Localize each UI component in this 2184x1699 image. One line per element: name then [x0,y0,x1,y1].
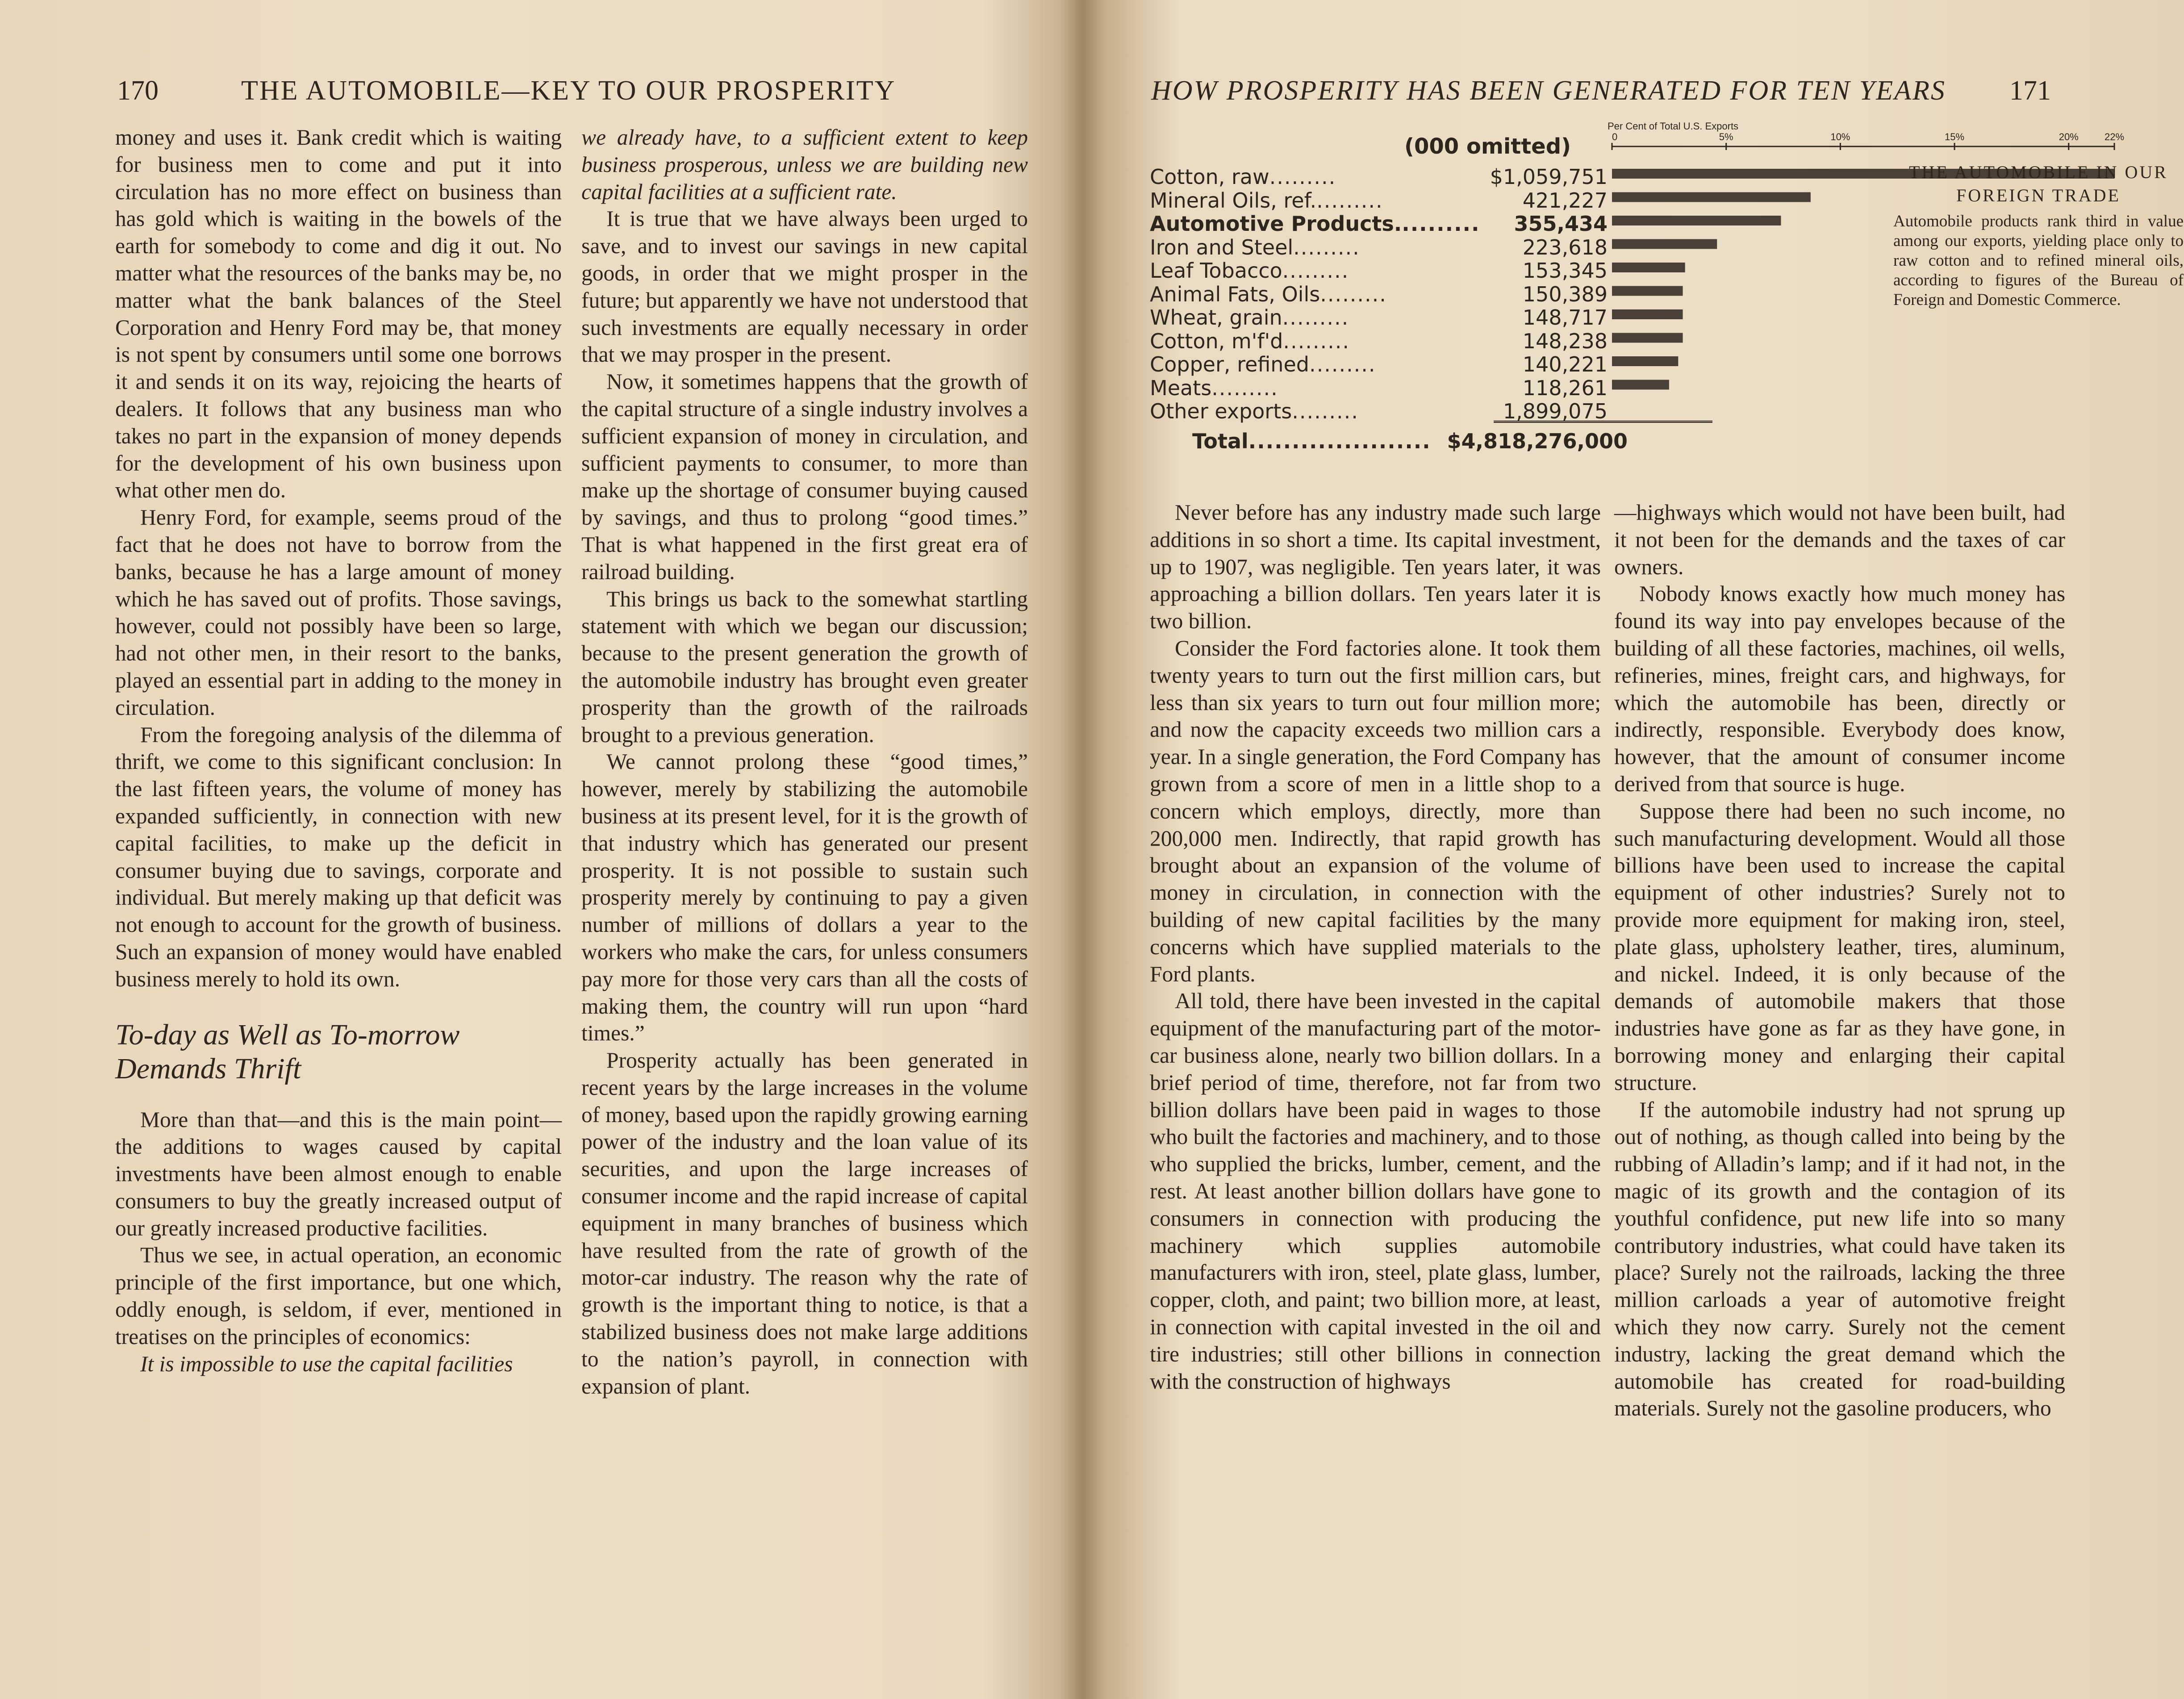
category-label: Meats [1150,376,1212,400]
x-tick-label: 22% [2104,131,2125,142]
x-tick-label: 20% [2059,131,2079,142]
paragraph: Consider the Ford factories alone. It took them twenty years to turn out the first million cars, but less than six years to turn out four million more; and now the capacity exceeds two million cars a year. In a single generation, the Ford Company has grown from a score of men in a little shop to a concern which employs, directly, more than 200,000 men. Indirectly, that rapid growth has brought about an expansion of the volume of money in circulation, in connection with the building of new capital facilities by the many concerns which have supplied materials to the Ford plants. [1150,635,1601,986]
caption-text: Automobile products rank third in value among our exports, yielding place only to raw cotton and to refined mineral oils, according to figures of the Bureau of Foreign and Domestic Commerce. [1893,212,2184,309]
value-label: 223,618 [1522,235,1608,259]
paragraph: Thus we see, in actual operation, an economic principle of the first importance, but one which, oddly enough, is seldom, if ever, mentioned in treatises on the principles of economics: [115,1243,562,1349]
paragraph: Henry Ford, for example, seems proud of the fact that he does not have to borrow from the banks, because he has a large amount of money which he has saved out of profits. Those savings, however, could not possibly have been so large, had not other men, in their resort to the banks, played an essential part in adding to the money in circulation. [115,505,562,720]
axis-title: Per Cent of Total U.S. Exports [1608,121,1739,132]
right-page-column-2 [1614,499,2065,1422]
category-label: Cotton, raw [1150,165,1269,189]
caption-title: THE AUTOMOBILE IN OUR FOREIGN TRADE [1909,162,2168,205]
chart-row: Cotton, m'f'd......... 148,238 [1150,329,1608,353]
x-tick-label: 15% [1945,131,1965,142]
chart-caption [1893,161,2184,310]
paragraph: We cannot prolong these “good times,” however, merely by stabilizing the automobile business at its present level, for it is the growth of that industry which has generated our present prosperity. It is not possible to sustain such prosperity merely by continuing to pay a given number of millions of dollars a year to the workers who make the cars, for unless consumers pay more for those very cars than all the costs of making them, the country will run upon “hard times.” [581,749,1028,1046]
category-label: Animal Fats, Oils [1150,282,1320,306]
value-label: 355,434 [1514,212,1608,236]
page-number-left: 170 [117,75,159,106]
total-value: $4,818,276,000 [1447,429,1628,453]
paragraph: It is true that we have always been urged to save, and to invest our savings in new capital goods, in order that we might prosper in the future; but apparently we have not understood that such investments are equally necessary in order that we may prosper in the present. [581,206,1028,367]
total-rule [1494,421,1712,423]
left-page [0,0,1085,1699]
category-label: Automotive Products. [1150,212,1402,236]
chart-row: Leaf Tobacco......... 153,345 [1150,259,1608,283]
paragraph: It is impossible to use the capital facilities [140,1351,513,1376]
paragraph: Now, it sometimes happens that the growth of the capital structure of a single industry involves a sufficient expansion of money in circulation, and sufficient payments to consumer, to more than make up the shortage of consumer buying caused by savings, and thus to prolong “good times.” That is what happened in the first great era of railroad building. [581,369,1028,584]
paragraph: All told, there have been invested in the capital equipment of the manufacturing part of the motor-car business alone, nearly two billion dollars. In a brief period of time, therefore, not far from two billion dollars have been paid in wages to those who built the factories and machinery, and to those who supplied the bricks, lumber, cement, and the rest. At least another billion dollars have gone to consumers in connection with producing the machinery which supplies automobile manufacturers with iron, steel, plate glass, lumber, copper, cloth, and paint; two billion more, at least, in connection with capital invested in the oil and tire industries; still other billions in connection with the construction of highways [1150,989,1601,1394]
paragraph: Suppose there had been no such income, no such manufacturing development. Would all those billions have been used to increase the capital equipment of other industries? Surely not to provide more equipment for making iron, steel, plate glass, upholstery leather, tires, aluminum, and nickel. Indeed, it is only because of the demands of automobile makers that those industries have gone as far as they have gone, in borrowing money and enlarging their capital structure. [1614,798,2065,1095]
running-head-right: HOW PROSPERITY HAS BEEN GENERATED FOR TEN YEARS [1151,75,1946,106]
right-page-column-1 [1150,499,1601,1395]
value-label: 421,227 [1522,188,1608,213]
category-label: Iron and Steel [1150,235,1294,259]
section-subhead: To-day as Well as To-morrow Demands Thrift [115,1018,460,1085]
chart-row: Meats......... 118,261 [1150,376,1608,400]
value-label: 148,717 [1522,305,1608,330]
value-label: 148,238 [1522,329,1608,353]
value-header: (000 omitted) [1404,134,1571,159]
category-label: Mineral Oils, ref. [1150,188,1317,213]
category-label: Cotton, m'f'd [1150,329,1283,353]
paragraph: More than that—and this is the main point—the additions to wages caused by capital investments have been almost enough to enable consumers to buy the greatly increased output of our greatly increased productive facilities. [115,1107,562,1240]
left-page-column-1 [115,124,562,1378]
total-label: Total [1192,429,1249,453]
paragraph: Nobody knows exactly how much money has found its way into pay envelopes because of the building of all these factories, machines, oil wells, refineries, mines, freight cars, and highways, for which the automobile has been, directly or indirectly, responsible. Everybody does know, however, that the amount of consumer income derived from that source is huge. [1614,581,2065,796]
x-tick-label: 5% [1719,131,1733,142]
value-label: 153,345 [1522,259,1608,283]
value-label: 1,899,075 [1503,399,1608,423]
paragraph: Never before has any industry made such large additions in so short a time. Its capital investment, up to 1907, was negligible. Ten years later, it was approaching a billion dollars. Ten years later it is two billion. [1150,500,1601,634]
running-head-left: THE AUTOMOBILE—KEY TO OUR PROSPERITY [241,75,896,106]
paragraph: money and uses it. Bank credit which is waiting for business men to come and put it into circulation has no more effect on business than has gold which is waiting in the bowels of the earth for somebody to come and dig it out. No matter what the resources of the banks may be, no matter what the bank balances of the Steel Corporation and Henry Ford may be, that money is not spent by consumers until some one borrows it and sends it on its way, rejoicing the hearts of dealers. It follows that any business man who takes no part in the expansion of money depends for the development of his own business upon what other men do. [115,125,562,503]
chart-row: Wheat, grain......... 148,717 [1150,305,1608,330]
value-label: 150,389 [1522,282,1608,306]
paragraph: Prosperity actually has been generated in recent years by the large increases in the volume of money, based upon the rapidly growing earning power of the industry and the loan value of its securities, and upon the large increases of consumer income and the rapid increase of capital equipment in many branches of business which have resulted from the rate of growth of the motor-car industry. The reason why the rate of growth is the important thing to notice, is that a stabilized business does not make large additions to the nation’s payroll, in connection with expansion of plant. [581,1048,1028,1398]
paragraph: From the foregoing analysis of the dilemma of thrift, we come to this significant conclusion: In the last fifteen years, the volume of money has expanded sufficiently, in connection with new capital facilities, to make up the deficit in consumer buying due to savings, corporate and individual. But merely making up that deficit was not enough to account for the growth of business. Such an expansion of money would have enabled business merely to hold its own. [115,722,562,991]
chart-row: Cotton, raw......... $1,059,751 [1150,165,1608,189]
paragraph: —highways which would not have been built, had it not been for the demands and the taxes of car owners. [1614,500,2065,579]
chart-row: Copper, refined......... 140,221 [1150,352,1608,376]
total-row: Total..................... $4,818,276,000 [1192,429,1628,453]
left-page-column-2 [581,124,1028,1400]
value-label: 140,221 [1522,352,1608,376]
paragraph: If the automobile industry had not sprung up out of nothing, as though called into being by the rubbing of Alladin’s lamp; and if it had not, in the magic of its growth and the contagion of its youthful confidence, put new life into so many contributory industries, what could have taken its place? Surely not the railroads, lacking the three million carloads a year of automotive freight which they now carry. Surely not the cement industry, lacking the great demand which the automobile has created for road-building materials. Surely not the gasoline producers, who [1614,1097,2065,1421]
chart-row: Automotive Products.......... 355,434 [1150,212,1608,236]
chart-row: Mineral Oils, ref.......... 421,227 [1150,188,1608,213]
paragraph: This brings us back to the somewhat startling statement with which we began our discussion; because to the present generation the growth of the automobile industry has brought even greater prosperity than the growth of the railroads brought to a previous generation. [581,586,1028,747]
category-label: Other exports [1150,399,1292,423]
chart-row: Iron and Steel......... 223,618 [1150,235,1608,259]
value-label: $1,059,751 [1490,165,1608,189]
category-label: Copper, refined [1150,352,1309,376]
category-label: Wheat, grain [1150,305,1282,330]
x-tick-label: 0 [1612,131,1618,142]
page-number-right: 171 [2009,75,2051,106]
value-label: 118,261 [1522,376,1608,400]
chart-row: Animal Fats, Oils......... 150,389 [1150,282,1608,306]
x-tick-label: 10% [1830,131,1850,142]
chart-row: Other exports......... 1,899,075 [1150,399,1608,423]
category-label: Leaf Tobacco [1150,259,1282,283]
right-page [1085,0,2184,1699]
paragraph: we already have, to a sufficient extent to keep business prosperous, unless we are building new capital facilities at a sufficient rate. [581,125,1028,204]
